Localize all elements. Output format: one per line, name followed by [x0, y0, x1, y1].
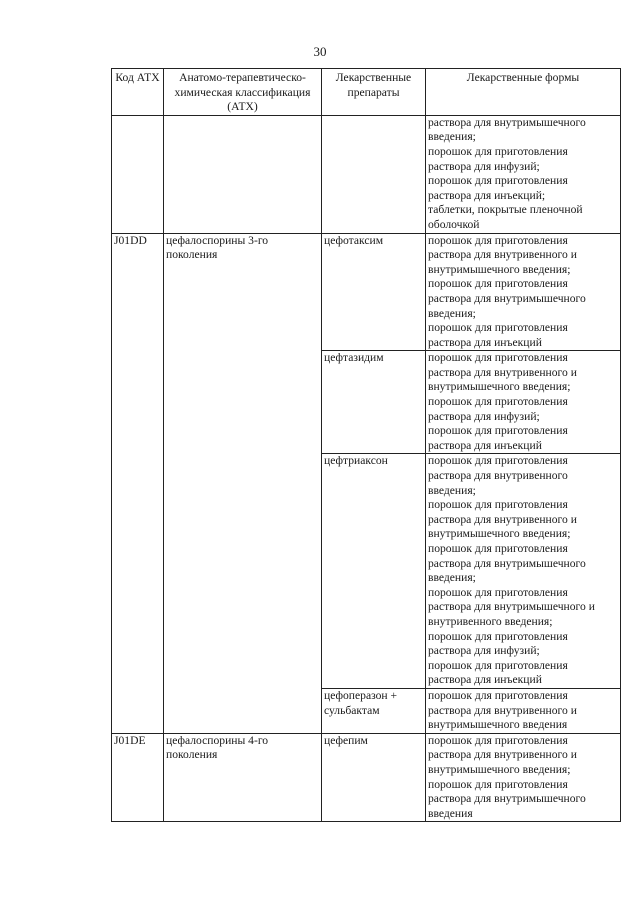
- classification-cell: [164, 233, 322, 733]
- text-line: порошок для приготовления: [428, 542, 568, 555]
- medicine-table: [111, 68, 621, 822]
- drug-cell: [322, 351, 426, 454]
- text-line: порошок для приготовления: [428, 277, 568, 291]
- text-line: цефалоспорины 4-го: [166, 733, 269, 747]
- forms-cell: [426, 454, 621, 689]
- text-line: порошок для приготовления: [428, 733, 568, 747]
- text-line: порошок для приготовления: [428, 174, 568, 188]
- drug-cell: [322, 233, 426, 351]
- text-line: цефтриаксон: [324, 454, 388, 468]
- text-line: раствора для инъекций: [428, 673, 542, 687]
- text-line: порошок для приготовления: [428, 144, 568, 158]
- text-line: химическая классификация: [174, 85, 311, 99]
- text-line: раствора для внутривенного и: [428, 748, 577, 762]
- code-cell: J01DE: [112, 733, 164, 822]
- text-line: раствора для внутривенного и: [428, 365, 577, 379]
- text-line: цефоперазон +: [324, 688, 398, 702]
- text-line: раствора для инфузий;: [428, 644, 540, 658]
- table-row: [112, 733, 621, 822]
- drug-cell: [322, 454, 426, 689]
- text-line: оболочкой: [428, 217, 480, 231]
- text-line: внутримышечного введения;: [428, 762, 571, 776]
- text-line: внутривенного введения;: [428, 614, 553, 628]
- page-number: 30: [313, 44, 327, 59]
- header-drugs: [322, 69, 426, 116]
- text-line: раствора для внутримышечного: [428, 556, 586, 570]
- code-cell: [112, 115, 164, 233]
- text-line: раствора для инфузий;: [428, 159, 540, 173]
- text-line: Лекарственные формы: [466, 71, 580, 84]
- text-line: сульбактам: [324, 703, 380, 717]
- text-line: раствора для внутривенного и: [428, 512, 577, 526]
- text-line: раствора для внутримышечного и: [428, 600, 595, 614]
- forms-cell: [426, 733, 621, 822]
- text-line: (АТХ): [227, 100, 258, 114]
- text-line: раствора для внутривенного и: [428, 248, 577, 262]
- text-line: поколения: [166, 248, 218, 262]
- text-line: Код АТХ: [115, 71, 160, 84]
- text-line: раствора для внутримышечного: [428, 792, 586, 806]
- text-line: введения: [428, 806, 473, 820]
- header-code: [112, 69, 164, 116]
- text-line: внутримышечного введения: [428, 718, 568, 732]
- text-line: раствора для инфузий;: [428, 409, 540, 423]
- text-line: цефепим: [324, 733, 368, 747]
- header-classification: [164, 69, 322, 116]
- forms-cell: [426, 233, 621, 351]
- forms-cell: [426, 351, 621, 454]
- text-line: порошок для приготовления: [428, 585, 568, 599]
- text-line: введения;: [428, 306, 476, 320]
- forms-cell: [426, 688, 621, 733]
- text-line: введения;: [428, 483, 476, 497]
- text-line: введения;: [428, 571, 476, 585]
- text-line: порошок для приготовления: [428, 395, 568, 409]
- table-row-continuation: [112, 115, 621, 233]
- text-line: таблетки, покрытые пленочной: [428, 203, 583, 217]
- text-line: внутримышечного введения;: [428, 380, 571, 394]
- text-line: порошок для приготовления: [428, 233, 568, 247]
- text-line: раствора для внутривенного и: [428, 703, 577, 717]
- table-header-row: [112, 69, 621, 116]
- text-line: раствора для инъекций: [428, 438, 542, 452]
- text-line: раствора для инъекций;: [428, 188, 546, 202]
- drug-cell: [322, 115, 426, 233]
- text-line: цефотаксим: [324, 233, 384, 247]
- text-line: порошок для приготовления: [428, 351, 568, 365]
- code-cell: J01DD: [112, 233, 164, 733]
- drug-cell: [322, 733, 426, 822]
- text-line: Анатомо-терапевтическо-: [179, 71, 306, 84]
- text-line: Лекарственные: [335, 71, 412, 84]
- text-line: поколения: [166, 748, 218, 762]
- text-line: внутримышечного введения;: [428, 262, 571, 276]
- text-line: порошок для приготовления: [428, 498, 568, 512]
- header-forms: [426, 69, 621, 116]
- drug-cell: [322, 688, 426, 733]
- text-line: порошок для приготовления: [428, 424, 568, 438]
- text-line: раствора для внутривенного: [428, 469, 568, 483]
- classification-cell: [164, 115, 322, 233]
- text-line: цефалоспорины 3-го: [166, 233, 269, 247]
- text-line: цефтазидим: [324, 351, 384, 365]
- text-line: внутримышечного введения;: [428, 527, 571, 541]
- text-line: введения;: [428, 130, 476, 144]
- text-line: раствора для инъекций: [428, 335, 542, 349]
- text-line: раствора для внутримышечного: [428, 115, 586, 129]
- text-line: порошок для приготовления: [428, 658, 568, 672]
- text-line: препараты: [347, 85, 400, 99]
- text-line: порошок для приготовления: [428, 688, 568, 702]
- text-line: порошок для приготовления: [428, 321, 568, 335]
- text-line: раствора для внутримышечного: [428, 291, 586, 305]
- text-line: порошок для приготовления: [428, 454, 568, 468]
- forms-cell: [426, 115, 621, 233]
- table-row: [112, 233, 621, 351]
- text-line: порошок для приготовления: [428, 629, 568, 643]
- text-line: порошок для приготовления: [428, 777, 568, 791]
- classification-cell: [164, 733, 322, 822]
